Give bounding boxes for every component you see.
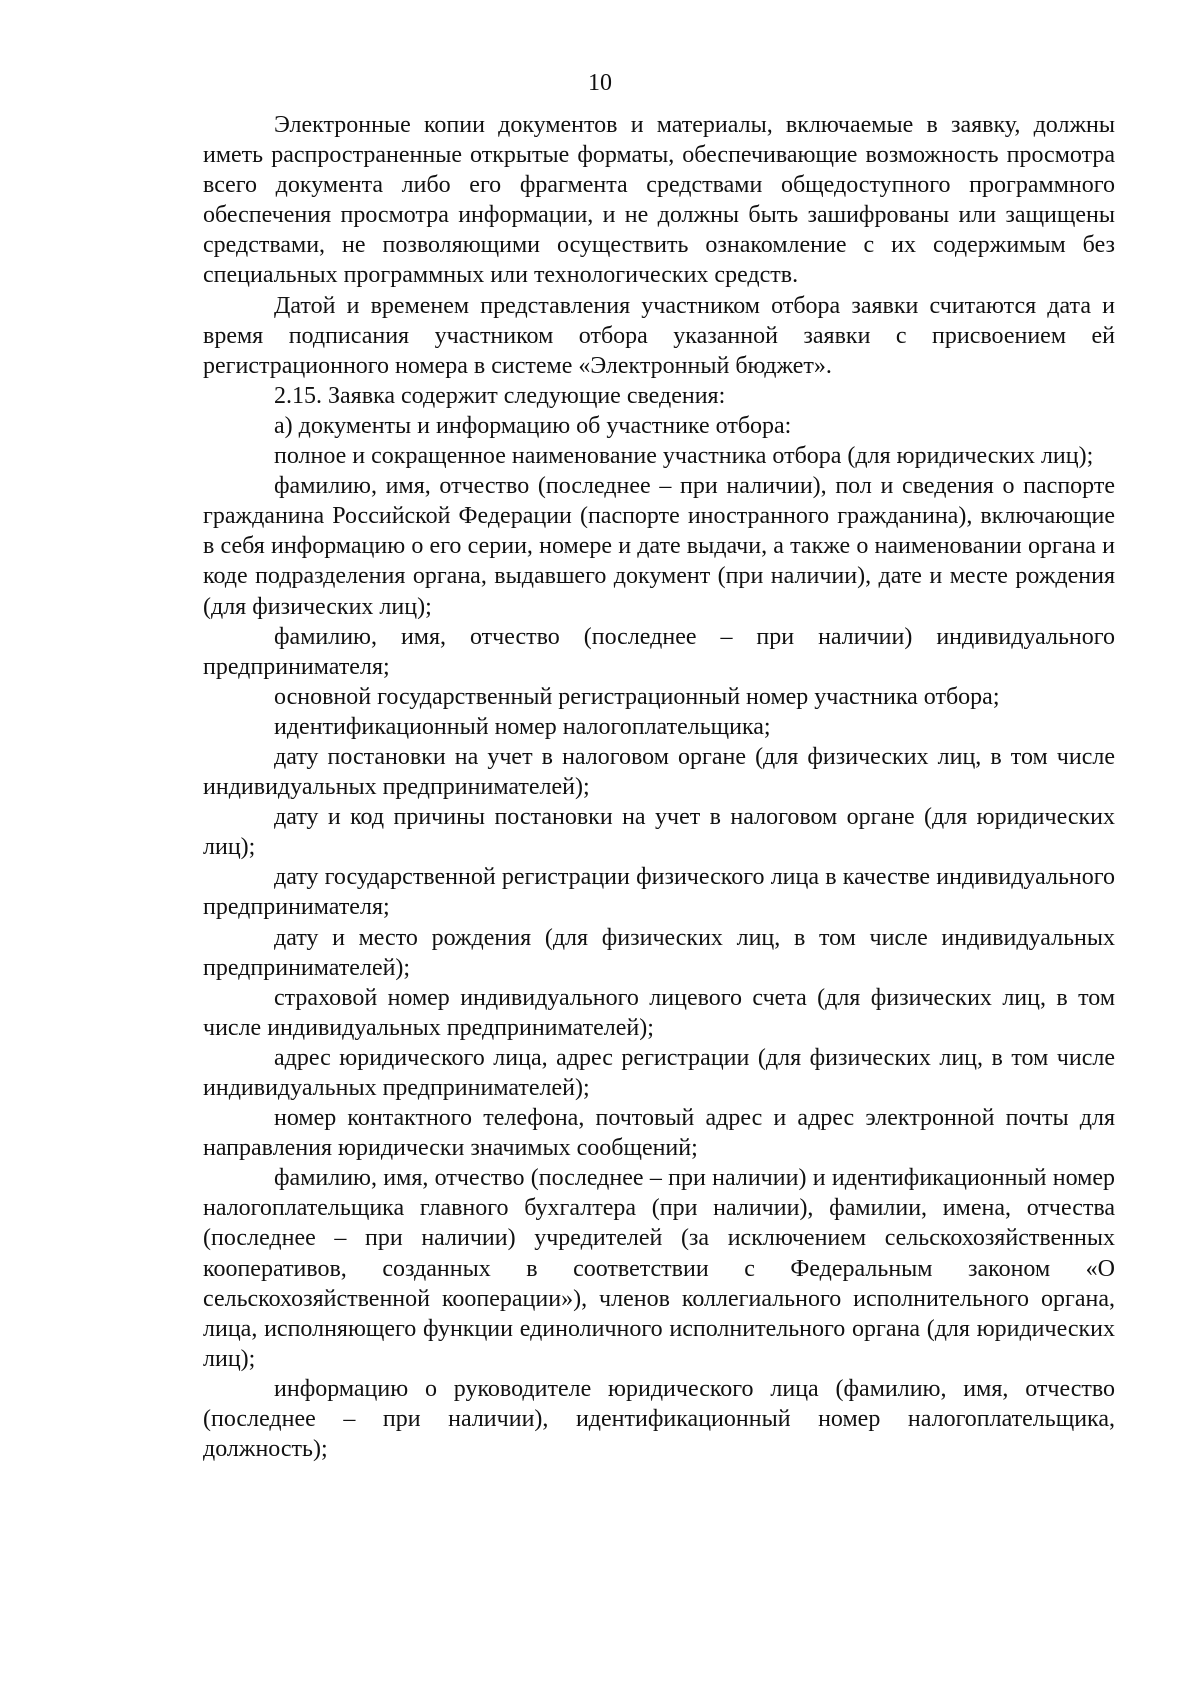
paragraph: основной государственный регистрационный номер участника отбора; (274, 683, 1000, 710)
paragraph: номер контактного телефона, почтовый адрес и адрес электронной почты для направления юридически значимых сообщений; (203, 1105, 1115, 1162)
paragraph: 2.15. Заявка содержит следующие сведения: (274, 382, 726, 409)
paragraph: дату государственной регистрации физического лица в качестве индивидуального предпринимателя; (203, 864, 1115, 921)
paragraph: дату и место рождения (для физических лиц, в том числе индивидуальных предпринимателей); (203, 924, 1115, 981)
document-body (203, 110, 1115, 1464)
paragraph: фамилию, имя, отчество (последнее – при наличии) и идентификационный номер налогоплательщика главного бухгалтера (при наличии), фамилии, имена, отчества (последнее – при наличии) учредителей (за исключением сельскохозяйственных кооперативов, созданных в соответствии с Федеральным законом «О сельскохозяйственной кооперации»), членов коллегиального исполнительного органа, лица, исполняющего функции единоличного исполнительного органа (для юридических лиц); (203, 1165, 1115, 1372)
paragraph: идентификационный номер налогоплательщика; (274, 713, 771, 740)
paragraph: а) документы и информацию об участнике отбора: (274, 412, 792, 439)
paragraph: Электронные копии документов и материалы, включаемые в заявку, должны иметь распространенные открытые форматы, обеспечивающие возможность просмотра всего документа либо его фрагмента средствами общедоступного программного обеспечения просмотра информации, и не должны быть зашифрованы или защищены средствами, не позволяющими осуществить ознакомление с их содержимым без специальных программных или технологических средств. (203, 112, 1115, 289)
paragraph: информацию о руководителе юридического лица (фамилию, имя, отчество (последнее – при наличии), идентификационный номер налогоплательщика, должность); (203, 1375, 1115, 1463)
paragraph: дату постановки на учет в налоговом органе (для физических лиц, в том числе индивидуальных предпринимателей); (203, 743, 1115, 801)
paragraph: фамилию, имя, отчество (последнее – при наличии) индивидуального предпринимателя; (203, 623, 1115, 680)
paragraph: фамилию, имя, отчество (последнее – при наличии), пол и сведения о паспорте гражданина Российской Федерации (паспорте иностранного гражданина), включающие в себя информацию о его серии, номере и дате выдачи, а также о наименовании органа и коде подразделения органа, выдавшего документ (при наличии), дате и месте рождения (для физических лиц); (203, 473, 1115, 620)
paragraph: дату и код причины постановки на учет в налоговом органе (для юридических лиц); (203, 804, 1115, 861)
page-number: 10 (588, 70, 612, 96)
paragraph: страховой номер индивидуального лицевого счета (для физических лиц, в том числе индивидуальных предпринимателей); (203, 984, 1115, 1041)
paragraph: Датой и временем представления участником отбора заявки считаются дата и время подписания участником отбора указанной заявки с присвоением ей регистрационного номера в системе «Электронный бюджет». (203, 292, 1115, 379)
paragraph: адрес юридического лица, адрес регистрации (для физических лиц, в том числе индивидуальных предпринимателей); (203, 1044, 1115, 1101)
paragraph: полное и сокращенное наименование участника отбора (для юридических лиц); (274, 443, 1094, 470)
